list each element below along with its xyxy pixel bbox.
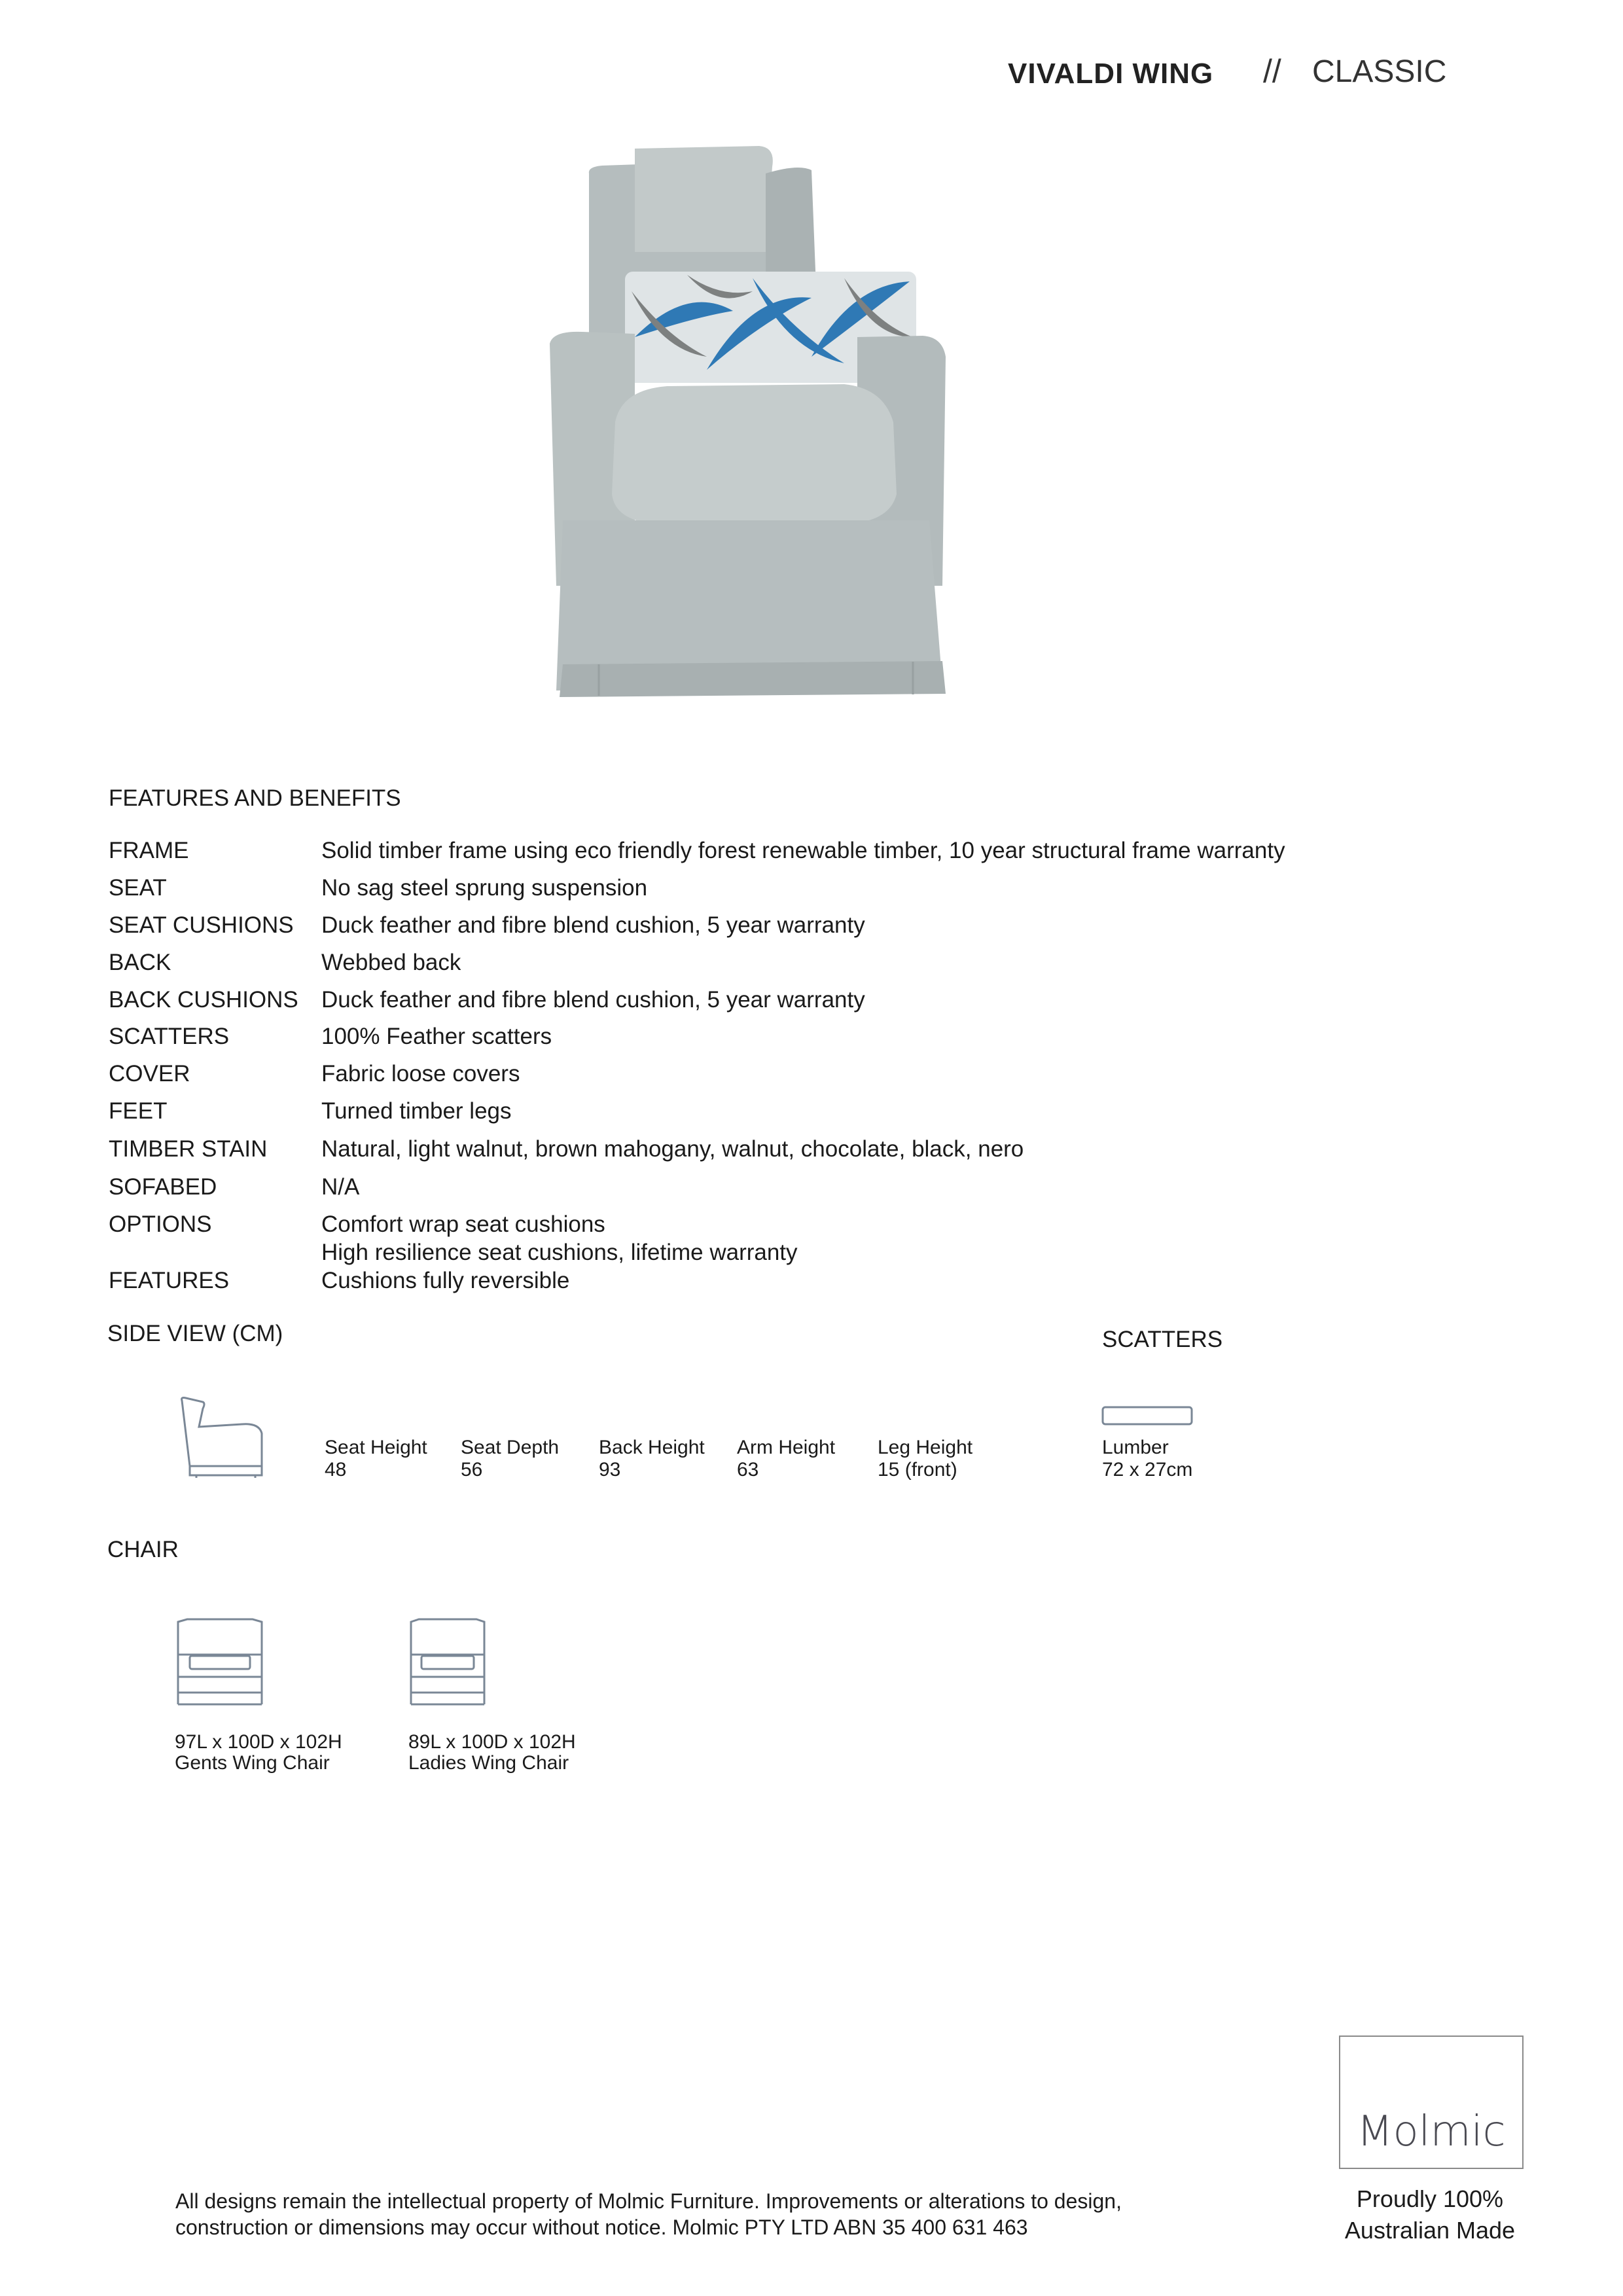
wing-chair-front-icon [407, 1615, 488, 1708]
chair-side-profile-icon [177, 1394, 268, 1479]
feature-value: Turned timber legs [321, 1098, 512, 1124]
title-separator: // [1263, 53, 1281, 90]
feature-label: SEAT [109, 875, 167, 901]
measure-value: 56 [461, 1459, 483, 1480]
feature-value: Fabric loose covers [321, 1061, 520, 1086]
feature-label: FRAME [109, 838, 189, 863]
molmic-logo [1339, 2036, 1524, 2169]
chair-name: Gents Wing Chair [175, 1752, 330, 1774]
proud-line: Proudly 100% [1356, 2185, 1504, 2212]
feature-value: Natural, light walnut, brown mahogany, walnut, chocolate, black, nero [321, 1136, 1024, 1162]
lumbar-cushion-icon [1101, 1404, 1194, 1427]
chair-dims: 97L x 100D x 102H [175, 1731, 342, 1753]
feature-label: SCATTERS [109, 1024, 230, 1049]
feature-label: SEAT CUSHIONS [109, 912, 294, 938]
side-view-heading: SIDE VIEW (CM) [107, 1321, 283, 1346]
feature-label: FEATURES [109, 1268, 230, 1293]
product-category: CLASSIC [1312, 54, 1447, 89]
measure-label: Arm Height [737, 1437, 836, 1458]
measure-label: Seat Depth [461, 1437, 560, 1458]
legal-notice [175, 2188, 1249, 2240]
chair-name: Ladies Wing Chair [408, 1752, 569, 1774]
scatters-heading: SCATTERS [1102, 1327, 1223, 1352]
chair-dims: 89L x 100D x 102H [408, 1731, 576, 1753]
made-in-australia [1309, 2183, 1551, 2246]
feature-value: Comfort wrap seat cushions [321, 1211, 605, 1237]
measure-value: 63 [737, 1459, 759, 1480]
feature-value: Duck feather and fibre blend cushion, 5 year warranty [321, 987, 865, 1013]
feature-label: TIMBER STAIN [109, 1136, 268, 1162]
feature-value: 100% Feather scatters [321, 1024, 552, 1049]
wing-chair-photo [537, 141, 955, 700]
wing-chair-front-icon [174, 1615, 266, 1708]
scatter-label: Lumber [1102, 1437, 1169, 1458]
product-title: VIVALDI WING [1008, 58, 1214, 90]
feature-value: Cushions fully reversible [321, 1268, 570, 1293]
feature-label: FEET [109, 1098, 168, 1124]
measure-value: 48 [325, 1459, 347, 1480]
legal-notice-line: construction or dimensions may occur without notice. Molmic PTY LTD ABN 35 400 631 463 [175, 2215, 1028, 2239]
logo-text: Molmic [1357, 2108, 1506, 2156]
feature-value: Duck feather and fibre blend cushion, 5 year warranty [321, 912, 865, 938]
feature-label: SOFABED [109, 1174, 217, 1200]
proud-line: Australian Made [1344, 2217, 1516, 2244]
feature-label: BACK [109, 950, 171, 975]
feature-label: OPTIONS [109, 1211, 212, 1237]
features-heading: FEATURES AND BENEFITS [109, 785, 401, 811]
feature-value: Webbed back [321, 950, 461, 975]
scatter-size: 72 x 27cm [1102, 1459, 1193, 1480]
feature-value: High resilience seat cushions, lifetime warranty [321, 1240, 798, 1265]
measure-value: 93 [599, 1459, 621, 1480]
chair-heading: CHAIR [107, 1537, 179, 1562]
measure-value: 15 (front) [878, 1459, 957, 1480]
measure-label: Leg Height [878, 1437, 973, 1458]
legal-notice-line: All designs remain the intellectual property of Molmic Furniture. Improvements or alterations to design, [175, 2189, 1122, 2213]
feature-value: Solid timber frame using eco friendly forest renewable timber, 10 year structural frame warranty [321, 838, 1285, 863]
feature-value: No sag steel sprung suspension [321, 875, 648, 901]
measure-label: Back Height [599, 1437, 705, 1458]
measure-label: Seat Height [325, 1437, 427, 1458]
feature-label: COVER [109, 1061, 190, 1086]
feature-label: BACK CUSHIONS [109, 987, 298, 1013]
feature-value: N/A [321, 1174, 360, 1200]
